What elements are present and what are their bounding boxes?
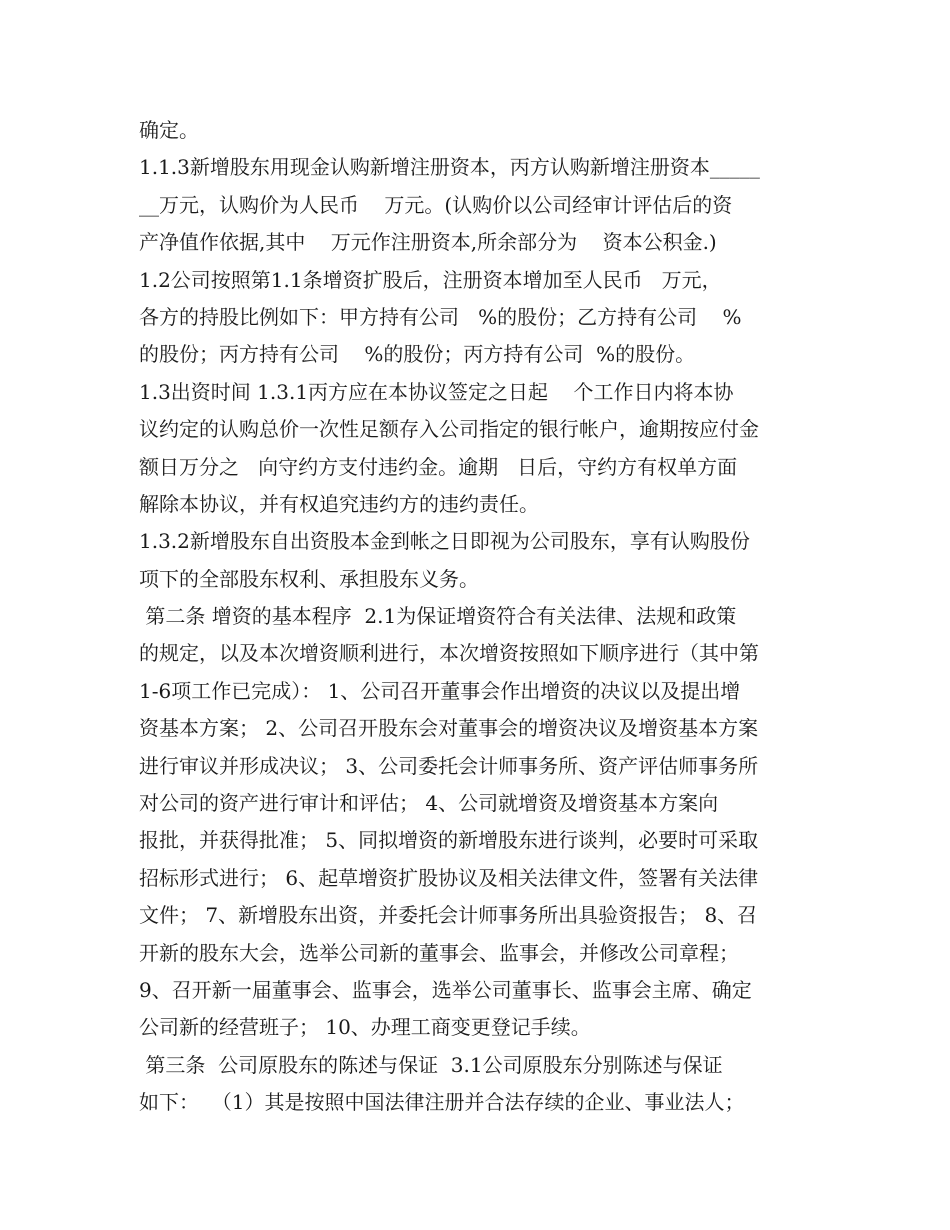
text-line: 项下的全部股东权利、承担股东义务。 [139, 566, 479, 591]
text-line: 报批，并获得批准； 5、同拟增资的新增股东进行谈判，必要时可采取 [139, 828, 759, 853]
text-line: 议约定的认购总价一次性足额存入公司指定的银行帐户，逾期按应付金 [139, 417, 759, 442]
text-line: 解除本协议，并有权追究违约方的违约责任。 [139, 491, 539, 516]
text-line: 各方的持股比例如下：甲方持有公司 %的股份；乙方持有公司 % [139, 304, 742, 329]
text-line: 产净值作依据,其中 万元作注册资本,所余部分为 资本公积金.) [139, 230, 717, 255]
text-line: 9、召开新一届董事会、监事会，选举公司董事长、监事会主席、确定 [139, 977, 752, 1002]
text-line: 公司新的经营班子； 10、办理工商变更登记手续。 [139, 1015, 591, 1040]
text-line: 第三条 公司原股东的陈述与保证 3.1公司原股东分别陈述与保证 [139, 1052, 723, 1077]
text-line: 资基本方案； 2、公司召开股东会对董事会的增资决议及增资基本方案 [139, 716, 759, 741]
document-body [139, 112, 819, 1122]
text-line: 确定。 [139, 118, 199, 142]
text-line: 如下： （1）其是按照中国法律注册并合法存续的企业、事业法人； [139, 1090, 745, 1115]
text-line: 1.3出资时间 1.3.1丙方应在本协议签定之日起 个工作日内将本协 [139, 379, 734, 404]
text-line: 1-6项工作已完成）： 1、公司召开董事会作出增资的决议以及提出增 [139, 678, 741, 703]
text-line: 文件； 7、新增股东出资，并委托会计师事务所出具验资报告； 8、召 [139, 903, 758, 928]
text-line: 开新的股东大会，选举公司新的董事会、监事会，并修改公司章程； [139, 940, 739, 965]
text-line: 第二条 增资的基本程序 2.1为保证增资符合有关法律、法规和政策 [139, 604, 737, 629]
text-line: 1.1.3新增股东用现金认购新增注册资本，丙方认购新增注册资本_____ [139, 155, 760, 180]
text-line: 招标形式进行； 6、起草增资扩股协议及相关法律文件，签署有关法律 [139, 865, 759, 890]
text-line: 1.2公司按照第1.1条增资扩股后，注册资本增加至人民币 万元， [139, 267, 722, 292]
text-line: 的股份；丙方持有公司 %的股份；丙方持有公司 %的股份。 [139, 342, 696, 367]
text-line: 进行审议并形成决议； 3、公司委托会计师事务所、资产评估师事务所 [139, 753, 759, 778]
text-line: 1.3.2新增股东自出资股本金到帐之日即视为公司股东，享有认购股份 [139, 529, 750, 554]
text-line: 对公司的资产进行审计和评估； 4、公司就增资及增资基本方案向 [139, 791, 719, 816]
text-line: 的规定，以及本次增资顺利进行，本次增资按照如下顺序进行（其中第 [139, 641, 759, 666]
text-line: __万元，认购价为人民币 万元。(认购价以公司经审计评估后的资 [139, 192, 733, 217]
text-line: 额日万分之 向守约方支付违约金。逾期 日后，守约方有权单方面 [139, 454, 738, 479]
